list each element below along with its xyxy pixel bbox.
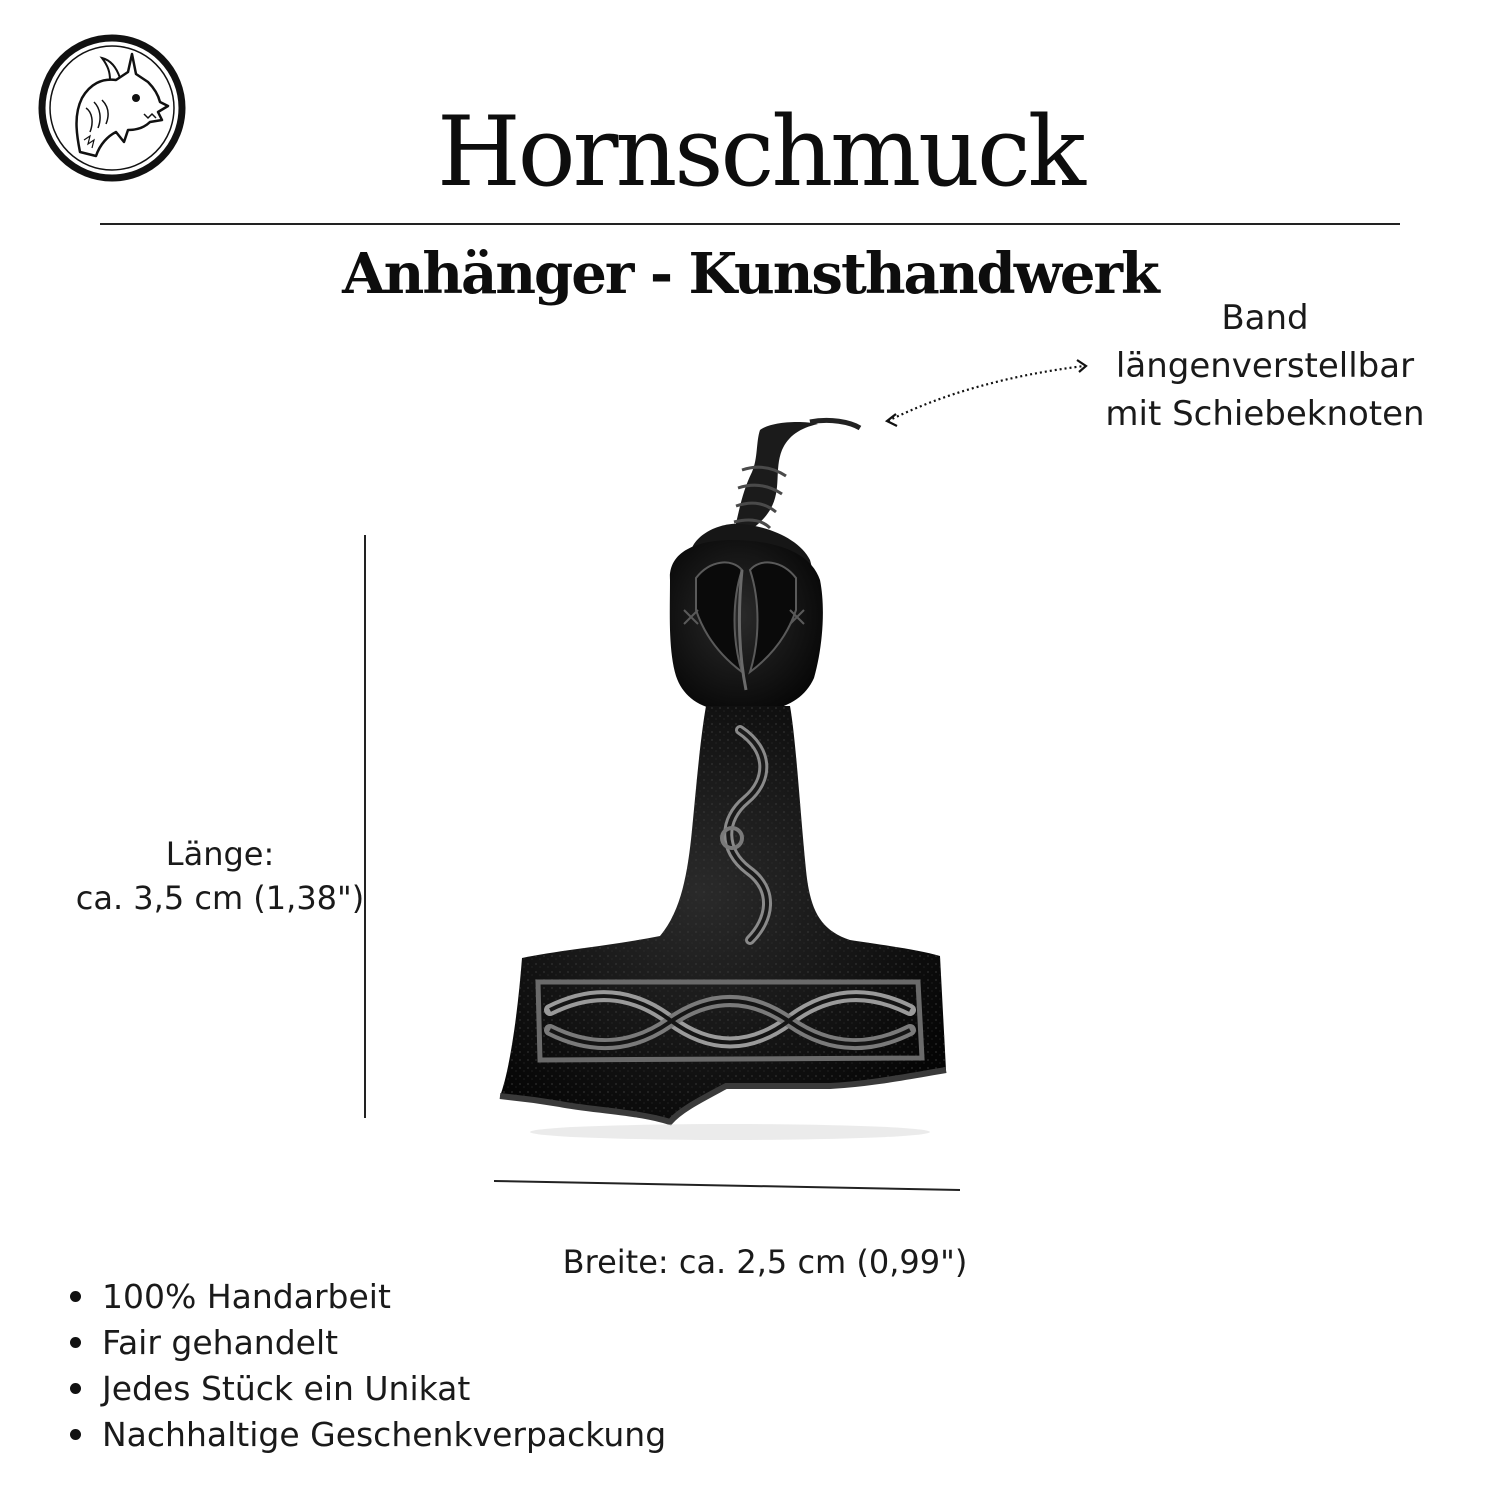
bullet-icon	[70, 1383, 81, 1394]
length-dimension-line	[364, 535, 366, 1118]
length-label	[60, 832, 380, 920]
length-label-value: ca. 3,5 cm (1,38")	[75, 879, 365, 917]
feature-text: Fair gehandelt	[102, 1323, 339, 1362]
list-item	[68, 1274, 666, 1320]
list-item	[68, 1366, 666, 1412]
width-dimension-line	[494, 1178, 960, 1194]
band-annotation-line-3: mit Schiebeknoten	[1105, 394, 1425, 434]
page-subtitle: Anhänger - Kunsthandwerk	[342, 241, 1158, 307]
thors-hammer-pendant-image	[470, 410, 970, 1150]
feature-list	[68, 1274, 666, 1458]
feature-text: Nachhaltige Geschenkverpackung	[102, 1415, 667, 1454]
bullet-icon	[70, 1291, 81, 1302]
feature-text: 100% Handarbeit	[102, 1277, 391, 1316]
page-title: Hornschmuck	[437, 96, 1083, 208]
length-label-heading: Länge:	[165, 835, 275, 873]
width-label: Breite: ca. 2,5 cm (0,99")	[562, 1243, 968, 1281]
band-annotation	[1080, 294, 1450, 438]
list-item	[68, 1412, 666, 1458]
bullet-icon	[70, 1429, 81, 1440]
band-annotation-line-2: längenverstellbar	[1115, 346, 1415, 386]
band-annotation-line-1: Band	[1221, 298, 1309, 338]
list-item	[68, 1320, 666, 1366]
feature-text: Jedes Stück ein Unikat	[102, 1369, 471, 1408]
title-divider	[100, 223, 1400, 225]
bullet-icon	[70, 1337, 81, 1348]
